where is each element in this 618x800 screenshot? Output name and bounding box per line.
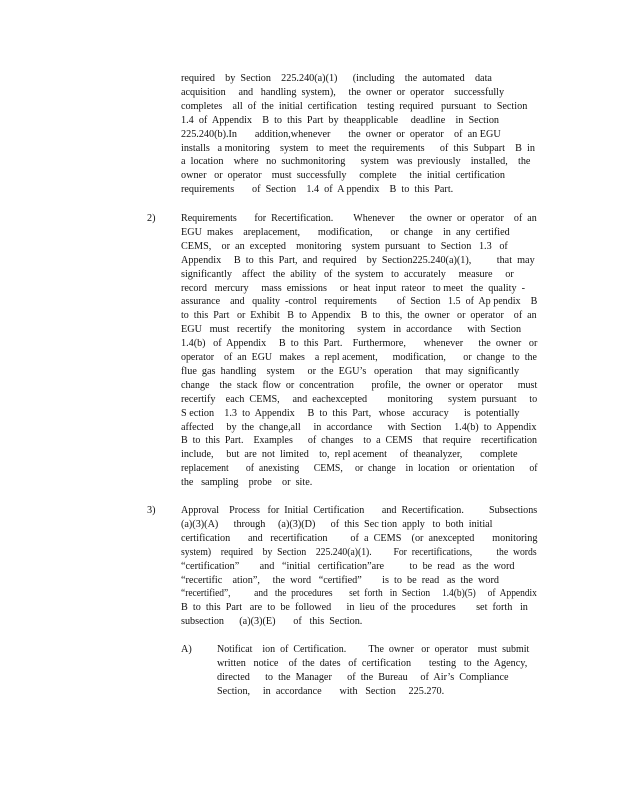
text-line: B to this Part are to be followed in lieu of the procedures set forth in — [181, 602, 528, 614]
text-line: Requirements for Recertification. Whenever the owner or operator of an — [181, 213, 537, 224]
item-2-number: 2) — [147, 213, 156, 224]
text-line: operator of an EGU makes a repl acement, modification, or change to the — [181, 352, 537, 363]
text-line: flue gas handling system or the EGU’s operation that may significantly — [181, 365, 520, 377]
text-line: 225.240(b).In addition,whenever the owner or operator of an EGU — [181, 128, 501, 140]
text-line: owner or operator must successfully complete the initial certification — [181, 170, 505, 182]
text-line: B to this Part. Examples of changes to a CEMS that require recertification — [181, 435, 537, 447]
text-line: “certification” and “initial certification”are to be read as the word — [181, 560, 515, 572]
item-a-number: A) — [181, 644, 192, 655]
text-line: to this Part or Exhibit B to Appendix B to this, the owner or operator of an — [181, 310, 537, 322]
text-line: a location where no suchmonitoring system was previously installed, the — [181, 156, 531, 168]
text-line: recertify each CEMS, and eachexcepted monitoring system pursuant to — [181, 393, 538, 405]
text-line: 1.4(b) of Appendix B to this Part. Furthermore, whenever the owner or — [181, 338, 538, 350]
text-line: system) required by Section 225.240(a)(1). For recertifications, the words — [181, 546, 537, 558]
text-line: subsection (a)(3)(E) of this Section. — [181, 616, 363, 628]
text-line: Notificat ion of Certification. The owner or operator must submit — [217, 644, 530, 655]
text-line: required by Section 225.240(a)(1) (including the automated data — [181, 73, 492, 84]
text-line: CEMS, or an excepted monitoring system pursuant to Section 1.3 of — [181, 240, 508, 252]
item-3-number: 3) — [147, 505, 156, 516]
text-line: written notice of the dates of certification testing to the Agency, — [217, 657, 528, 669]
text-line: the sampling probe or site. — [181, 477, 313, 489]
text-line: assurance and quality -control requirements of Section 1.5 of Ap pendix B — [181, 296, 538, 308]
text-line: affected by the change,all in accordance with Section 1.4(b) to Appendix — [181, 421, 537, 433]
text-line: Approval Process for Initial Certification and Recertification. Subsections — [181, 505, 538, 516]
text-line: Section, in accordance with Section 225.270. — [217, 685, 445, 697]
text-line: Appendix B to this Part, and required by Section225.240(a)(1), that may — [181, 254, 535, 266]
text-line: completes all of the initial certification testing required pursuant to Section — [181, 100, 528, 112]
text-line: replacement of anexisting CEMS, or change in location or orientation of — [181, 463, 538, 475]
text-line: requirements of Section 1.4 of A ppendix B to this Part. — [181, 184, 454, 196]
text-line: change the stack flow or concentration profile, the owner or operator must — [181, 379, 538, 391]
text-line: acquisition and handling system), the owner or operator successfully — [181, 86, 505, 98]
text-line: significantly affect the ability of the system to accurately measure or — [181, 268, 514, 280]
text-line: directed to the Manager of the Bureau of Air’s Compliance — [217, 671, 509, 683]
text-line: “recertified”, and the procedures set forth in Section 1.4(b)(5) of Appendix — [181, 588, 537, 600]
text-line: 1.4 of Appendix B to this Part by theapplicable deadline in Section — [181, 114, 500, 126]
text-line: include, but are not limited to, repl acement of theanalyzer, complete — [181, 449, 518, 461]
text-line: (a)(3)(A) through (a)(3)(D) of this Sec tion apply to both initial — [181, 518, 493, 530]
text-line: record mercury mass emissions or heat input rateor to meet the quality - — [181, 282, 526, 294]
text-line: S ection 1.3 to Appendix B to this Part, whose accuracy is potentially — [181, 407, 520, 419]
text-line: EGU makes areplacement, modification, or change in any certified — [181, 226, 510, 238]
text-line: EGU must recertify the monitoring system in accordance with Section — [181, 324, 522, 336]
text-line: certification and recertification of a CEMS (or anexcepted monitoring — [181, 532, 538, 544]
text-line: “recertific ation”, the word “certified” is to be read as the word — [181, 574, 499, 586]
text-line: installs a monitoring system to meet the requirements of this Subpart B in — [181, 142, 535, 154]
